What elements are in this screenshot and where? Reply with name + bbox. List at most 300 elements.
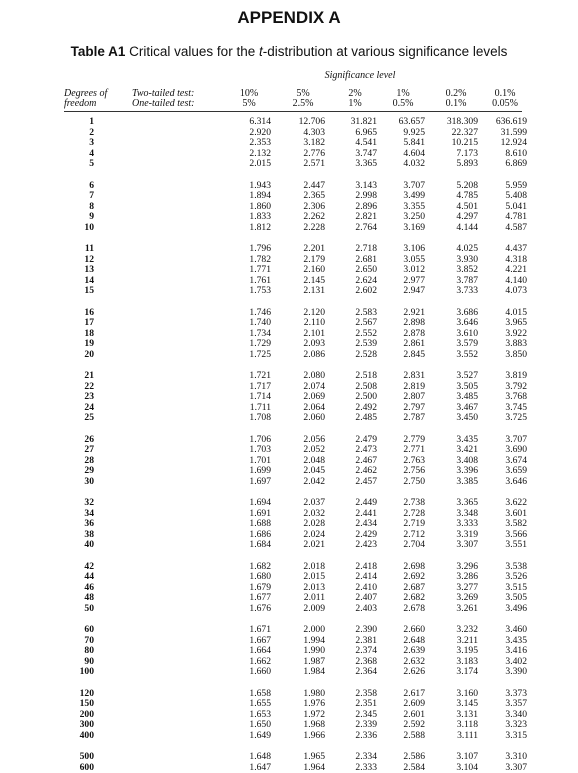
critical-value-cell: 3.307: [456, 539, 478, 550]
df-cell: 19: [84, 338, 94, 349]
critical-value-cell: 4.032: [403, 158, 425, 169]
critical-value-cell: 3.852: [456, 264, 478, 275]
df-cell: 25: [84, 412, 94, 423]
critical-value-cell: 3.323: [505, 719, 527, 730]
critical-value-cell: 1.649: [249, 729, 271, 741]
critical-value-cell: 8.610: [505, 147, 527, 159]
critical-value-cell: 3.460: [505, 624, 527, 635]
critical-value-cell: 3.579: [456, 338, 478, 349]
critical-value-cell: 2.403: [355, 602, 377, 614]
critical-value-cell: 3.333: [456, 518, 478, 529]
critical-value-cell: 2.602: [355, 285, 377, 296]
df-cell: 100: [79, 666, 94, 677]
critical-value-cell: 3.674: [505, 454, 527, 466]
critical-value-cell: 1.664: [249, 645, 271, 656]
critical-value-cell: 3.646: [505, 475, 527, 487]
df-cell: 34: [84, 507, 94, 519]
critical-value-cell: 2.678: [403, 602, 425, 614]
critical-value-cell: 3.792: [505, 380, 527, 392]
critical-value-cell: 2.228: [303, 221, 325, 233]
critical-value-cell: 1.650: [249, 719, 271, 730]
critical-value-cell: 2.410: [355, 581, 377, 593]
critical-value-cell: 3.104: [456, 761, 478, 773]
df-cell: 60: [84, 624, 94, 635]
critical-value-cell: 3.505: [505, 592, 527, 603]
one-tailed-level: 5%: [242, 98, 256, 109]
critical-value-cell: 3.118: [456, 719, 478, 730]
critical-value-cell: 2.374: [355, 645, 377, 656]
critical-value-cell: 1.697: [249, 475, 271, 487]
df-cell: 46: [84, 581, 94, 593]
critical-value-cell: 2.584: [403, 761, 425, 773]
one-tailed-level: 2.5%: [292, 98, 314, 109]
critical-value-cell: 2.750: [403, 475, 425, 487]
critical-value-cell: 4.501: [456, 200, 478, 212]
df-cell: 32: [84, 497, 94, 508]
critical-value-cell: 2.624: [355, 274, 377, 286]
critical-value-cell: 2.592: [403, 719, 425, 730]
critical-value-cell: 3.551: [505, 539, 527, 550]
critical-value-cell: 2.407: [355, 592, 377, 603]
critical-value-cell: 2.552: [355, 327, 377, 339]
critical-value-cell: 6.965: [355, 126, 377, 138]
critical-value-cell: 22.327: [451, 126, 478, 138]
critical-value-cell: 2.831: [403, 370, 425, 381]
critical-value-cell: 3.310: [505, 751, 527, 762]
critical-value-cell: 1.714: [249, 391, 271, 402]
critical-value-cell: 1.990: [303, 645, 325, 656]
two-tailed-level: 10%: [239, 88, 259, 99]
df-cell: 300: [79, 719, 94, 730]
critical-value-cell: 2.508: [355, 380, 377, 392]
critical-value-cell: 2.418: [355, 560, 377, 572]
critical-value-cell: 2.052: [303, 444, 325, 455]
critical-value-cell: 4.073: [505, 285, 527, 296]
critical-value-cell: 2.086: [303, 348, 325, 360]
critical-value-cell: 2.845: [403, 348, 425, 360]
critical-value-cell: 3.277: [456, 581, 478, 593]
critical-value-cell: 5.959: [505, 179, 527, 191]
critical-value-cell: 2.334: [355, 751, 377, 762]
critical-value-cell: 2.110: [303, 317, 325, 328]
critical-value-cell: 1.655: [249, 698, 271, 709]
df-cell: 3: [89, 137, 94, 148]
critical-value-cell: 2.776: [303, 147, 325, 159]
critical-value-cell: 2.131: [303, 285, 325, 296]
critical-value-cell: 2.586: [403, 751, 425, 762]
critical-value-cell: 1.688: [249, 518, 271, 529]
critical-value-cell: 1.699: [249, 465, 271, 476]
critical-value-cell: 2.028: [303, 518, 325, 529]
critical-value-cell: 6.869: [505, 158, 527, 169]
critical-value-cell: 2.977: [403, 274, 425, 286]
critical-value-cell: 2.306: [303, 200, 325, 212]
appendix-heading: APPENDIX A: [237, 8, 341, 27]
significance-level-label: Significance level: [324, 70, 396, 81]
critical-value-cell: 2.120: [303, 306, 325, 318]
critical-value-cell: 2.000: [303, 624, 325, 635]
critical-value-cell: 2.368: [355, 655, 377, 667]
table-caption-text-post: -distribution at various significance levels: [262, 44, 508, 59]
one-tailed-level: 0.5%: [392, 98, 414, 109]
critical-value-cell: 2.639: [403, 645, 425, 656]
critical-value-cell: 2.797: [403, 401, 425, 413]
critical-value-cell: 2.262: [303, 211, 325, 222]
critical-value-cell: 3.883: [505, 338, 527, 349]
critical-value-cell: 2.467: [355, 454, 377, 466]
critical-value-cell: 2.336: [355, 729, 377, 741]
critical-value-cell: 2.878: [403, 327, 425, 339]
critical-value-cell: 2.457: [355, 475, 377, 487]
critical-value-cell: 2.345: [355, 708, 377, 720]
critical-value-cell: 2.060: [303, 412, 325, 423]
df-cell: 27: [84, 444, 94, 455]
critical-value-cell: 3.012: [403, 264, 425, 275]
one-tailed-label: One-tailed test:: [132, 98, 195, 109]
critical-value-cell: 3.373: [505, 687, 527, 699]
critical-value-cell: 1.965: [303, 751, 325, 762]
critical-value-cell: 636.619: [495, 116, 527, 127]
critical-value-cell: 4.785: [456, 190, 478, 201]
df-cell: 44: [84, 571, 94, 582]
critical-value-cell: 318.309: [446, 116, 478, 127]
critical-value-cell: 2.080: [303, 370, 325, 381]
critical-value-cell: 5.041: [505, 200, 527, 212]
critical-value-cell: 2.365: [303, 190, 325, 201]
critical-value-cell: 2.738: [403, 497, 425, 508]
critical-value-cell: 2.479: [355, 433, 377, 445]
df-cell: 38: [84, 528, 94, 540]
df-cell: 28: [84, 454, 94, 466]
df-cell: 13: [84, 264, 94, 275]
critical-value-cell: 3.467: [456, 401, 478, 413]
critical-value-cell: 1.725: [249, 348, 271, 360]
critical-value-cell: 1.966: [303, 729, 325, 741]
critical-value-cell: 3.296: [456, 560, 478, 572]
critical-value-cell: 1.976: [303, 698, 325, 709]
critical-value-cell: 3.111: [457, 729, 478, 741]
critical-value-cell: 3.385: [456, 475, 478, 487]
critical-value-cell: 3.182: [303, 137, 325, 148]
critical-value-cell: 3.106: [403, 243, 425, 254]
critical-value-cell: 1.860: [249, 200, 271, 212]
df-cell: 29: [84, 465, 94, 476]
critical-value-cell: 3.286: [456, 571, 478, 582]
critical-value-cell: 2.719: [403, 518, 425, 529]
critical-value-cell: 2.024: [303, 528, 325, 540]
critical-value-cell: 2.069: [303, 391, 325, 402]
critical-value-cell: 2.601: [403, 708, 425, 720]
critical-value-cell: 3.211: [456, 634, 478, 646]
df-cell: 42: [84, 560, 94, 572]
critical-value-cell: 4.015: [505, 306, 527, 318]
critical-value-cell: 1.708: [249, 412, 271, 423]
one-tailed-level: 1%: [348, 98, 362, 109]
critical-value-cell: 1.984: [303, 666, 325, 677]
df-cell: 200: [79, 708, 94, 720]
critical-value-cell: 2.609: [403, 698, 425, 709]
df-cell: 15: [84, 285, 94, 296]
critical-value-cell: 2.473: [355, 444, 377, 455]
critical-value-cell: 2.539: [355, 338, 377, 349]
critical-value-cell: 3.515: [505, 581, 527, 593]
df-cell: 80: [84, 645, 94, 656]
critical-value-cell: 3.787: [456, 274, 478, 286]
df-cell: 30: [84, 475, 94, 487]
critical-value-cell: 2.462: [355, 465, 377, 476]
critical-value-cell: 2.423: [355, 539, 377, 550]
df-cell: 7: [89, 190, 94, 201]
critical-value-cell: 3.319: [456, 528, 478, 540]
critical-value-cell: 2.763: [403, 454, 425, 466]
critical-value-cell: 3.526: [505, 571, 527, 582]
critical-value-cell: 3.485: [456, 391, 478, 402]
two-tailed-level: 0.2%: [445, 88, 467, 99]
critical-value-cell: 2.921: [403, 306, 425, 318]
critical-value-cell: 1.987: [303, 655, 325, 667]
critical-value-cell: 1.796: [249, 243, 271, 254]
critical-value-cell: 3.725: [505, 412, 527, 423]
critical-value-cell: 3.850: [505, 348, 527, 360]
critical-value-cell: 31.821: [350, 116, 377, 127]
critical-value-cell: 1.729: [249, 338, 271, 349]
critical-value-cell: 1.660: [249, 666, 271, 677]
critical-value-cell: 3.408: [456, 454, 478, 466]
critical-value-cell: 1.753: [249, 285, 271, 296]
critical-value-cell: 2.009: [303, 602, 325, 614]
critical-value-cell: 4.587: [505, 221, 527, 233]
critical-value-cell: 3.646: [456, 317, 478, 328]
critical-value-cell: 2.500: [355, 391, 377, 402]
critical-value-cell: 3.538: [505, 560, 527, 572]
critical-value-cell: 1.680: [249, 571, 271, 582]
critical-value-cell: 3.348: [456, 507, 478, 519]
critical-value-cell: 2.648: [403, 634, 425, 646]
critical-value-cell: 2.571: [303, 158, 325, 169]
critical-value-cell: 3.232: [456, 624, 478, 635]
df-cell: 12: [84, 253, 94, 265]
one-tailed-level: 0.1%: [445, 98, 467, 109]
critical-value-cell: 1.964: [303, 761, 325, 773]
two-tailed-level: 5%: [296, 88, 310, 99]
critical-value-cell: 3.601: [505, 507, 527, 519]
df-cell: 500: [79, 751, 94, 762]
critical-value-cell: 2.390: [355, 624, 377, 635]
critical-value-cell: 3.055: [403, 253, 425, 265]
df-cell: 26: [84, 433, 94, 445]
critical-value-cell: 3.195: [456, 645, 478, 656]
critical-value-cell: 1.667: [249, 634, 271, 646]
critical-value-cell: 4.303: [303, 126, 325, 138]
critical-value-cell: 2.351: [355, 698, 377, 709]
critical-value-cell: 2.998: [355, 190, 377, 201]
critical-value-cell: 2.434: [355, 518, 377, 529]
critical-value-cell: 3.174: [456, 666, 478, 677]
critical-value-cell: 2.160: [303, 264, 325, 275]
critical-value-cell: 2.045: [303, 465, 325, 476]
critical-value-cell: 3.527: [456, 370, 478, 381]
critical-value-cell: 1.686: [249, 528, 271, 540]
critical-value-cell: 4.221: [505, 264, 527, 275]
critical-value-cell: 1.968: [303, 719, 325, 730]
df-header-line1: Degrees of: [64, 88, 108, 99]
one-tailed-level: 0.05%: [492, 98, 518, 109]
critical-value-cell: 1.701: [249, 454, 271, 466]
df-cell: 8: [89, 200, 94, 212]
critical-value-cell: 1.833: [249, 211, 271, 222]
critical-value-cell: 3.496: [505, 602, 527, 614]
critical-value-cell: 2.920: [249, 126, 271, 138]
critical-value-cell: 2.698: [403, 560, 425, 572]
critical-value-cell: 2.787: [403, 412, 425, 423]
critical-value-cell: 2.692: [403, 571, 425, 582]
critical-value-cell: 3.355: [403, 200, 425, 212]
df-cell: 20: [84, 348, 94, 360]
critical-value-cell: 3.922: [505, 327, 527, 339]
critical-value-cell: 3.566: [505, 528, 527, 540]
critical-value-cell: 1.658: [249, 687, 271, 699]
two-tailed-level: 1%: [396, 88, 410, 99]
critical-value-cell: 2.626: [403, 666, 425, 677]
critical-value-cell: 1.682: [249, 560, 271, 572]
critical-value-cell: 31.599: [500, 126, 527, 138]
critical-value-cell: 5.893: [456, 158, 478, 169]
critical-value-cell: 3.745: [505, 401, 527, 413]
df-header-line2: freedom: [64, 98, 97, 109]
critical-value-cell: 3.131: [456, 708, 478, 720]
critical-value-cell: 3.450: [456, 412, 478, 423]
critical-value-cell: 4.025: [456, 243, 478, 254]
critical-value-cell: 2.358: [355, 687, 377, 699]
critical-value-cell: 2.492: [355, 401, 377, 413]
critical-value-cell: 2.567: [355, 317, 377, 328]
critical-value-cell: 2.632: [403, 655, 425, 667]
critical-value-cell: 3.315: [505, 729, 527, 741]
critical-value-cell: 2.333: [355, 761, 377, 773]
critical-value-cell: 1.746: [249, 306, 271, 318]
critical-value-cell: 3.183: [456, 655, 478, 667]
critical-value-cell: 3.435: [456, 433, 478, 445]
critical-value-cell: 2.896: [355, 200, 377, 212]
critical-value-cell: 1.771: [249, 264, 271, 275]
critical-value-cell: 3.505: [456, 380, 478, 392]
critical-value-cell: 1.703: [249, 444, 271, 455]
critical-value-cell: 3.659: [505, 465, 527, 476]
critical-value-cell: 3.396: [456, 465, 478, 476]
df-cell: 9: [89, 211, 94, 222]
table-caption-label: Table A1: [70, 44, 126, 59]
critical-value-cell: 1.721: [249, 370, 271, 381]
critical-value-cell: 1.679: [249, 581, 271, 593]
critical-value-cell: 3.365: [456, 497, 478, 508]
critical-value-cell: 2.449: [355, 497, 377, 508]
df-cell: 48: [84, 592, 94, 603]
critical-value-cell: 2.588: [403, 729, 425, 741]
critical-value-cell: 5.208: [456, 179, 478, 191]
critical-value-cell: 2.353: [249, 137, 271, 148]
critical-value-cell: 2.048: [303, 454, 325, 466]
critical-value-cell: 3.145: [456, 698, 478, 709]
df-cell: 14: [84, 274, 94, 286]
df-cell: 120: [79, 687, 94, 699]
critical-value-cell: 63.657: [398, 116, 425, 127]
critical-value-cell: 3.307: [505, 761, 527, 773]
critical-value-cell: 2.018: [303, 560, 325, 572]
critical-value-cell: 1.740: [249, 317, 271, 328]
critical-value-cell: 2.764: [355, 221, 377, 233]
critical-value-cell: 2.011: [303, 592, 325, 603]
df-cell: 90: [84, 655, 94, 667]
critical-value-cell: 12.706: [298, 116, 325, 127]
critical-value-cell: 2.414: [355, 571, 377, 582]
critical-value-cell: 2.201: [303, 243, 325, 254]
critical-value-cell: 4.604: [403, 147, 425, 159]
critical-value-cell: 2.712: [403, 528, 425, 540]
critical-value-cell: 1.694: [249, 497, 271, 508]
critical-value-cell: 2.660: [403, 624, 425, 635]
critical-value-cell: 1.706: [249, 433, 271, 445]
critical-value-cell: 3.582: [505, 518, 527, 529]
critical-value-cell: 1.943: [249, 179, 271, 191]
critical-value-cell: 4.140: [505, 274, 527, 286]
critical-value-cell: 2.032: [303, 507, 325, 519]
critical-value-cell: 1.648: [249, 751, 271, 762]
df-cell: 18: [84, 327, 94, 339]
critical-value-cell: 3.965: [505, 317, 527, 328]
critical-value-cell: 3.421: [456, 444, 478, 455]
critical-value-cell: 2.617: [403, 687, 425, 699]
critical-value-cell: 2.583: [355, 306, 377, 318]
critical-value-cell: 1.812: [249, 221, 271, 233]
critical-value-cell: 2.947: [403, 285, 425, 296]
df-cell: 24: [84, 401, 94, 413]
two-tailed-label: Two-tailed test:: [132, 88, 195, 99]
df-cell: 70: [84, 634, 94, 646]
critical-value-cell: 3.340: [505, 708, 527, 720]
critical-value-cell: 1.653: [249, 708, 271, 720]
critical-value-cell: 2.056: [303, 433, 325, 445]
critical-value-cell: 3.622: [505, 497, 527, 508]
df-cell: 11: [84, 243, 94, 254]
critical-value-cell: 2.728: [403, 507, 425, 519]
critical-value-cell: 3.610: [456, 327, 478, 339]
critical-value-cell: 1.782: [249, 253, 271, 265]
critical-value-cell: 2.015: [303, 571, 325, 582]
critical-value-cell: 2.179: [303, 253, 325, 265]
critical-value-cell: 3.552: [456, 348, 478, 360]
critical-value-cell: 2.074: [303, 380, 325, 392]
critical-value-cell: 1.671: [249, 624, 271, 635]
df-cell: 5: [89, 158, 94, 169]
df-cell: 4: [89, 147, 94, 159]
df-cell: 23: [84, 391, 94, 402]
critical-value-cell: 3.733: [456, 285, 478, 296]
df-cell: 1: [89, 116, 94, 127]
critical-value-cell: 1.717: [249, 380, 271, 392]
critical-value-cell: 3.499: [403, 190, 425, 201]
table-caption-text-t: t: [258, 44, 263, 59]
critical-value-cell: 12.924: [500, 137, 527, 148]
critical-value-cell: 2.145: [303, 274, 325, 286]
critical-value-cell: 3.435: [505, 634, 527, 646]
df-cell: 10: [84, 221, 94, 233]
critical-value-cell: 5.841: [403, 137, 425, 148]
critical-value-cell: 3.143: [355, 179, 377, 191]
critical-value-cell: 9.925: [403, 126, 425, 138]
critical-value-cell: 3.707: [403, 179, 425, 191]
critical-value-cell: 2.447: [303, 179, 325, 191]
df-cell: 21: [84, 370, 94, 381]
